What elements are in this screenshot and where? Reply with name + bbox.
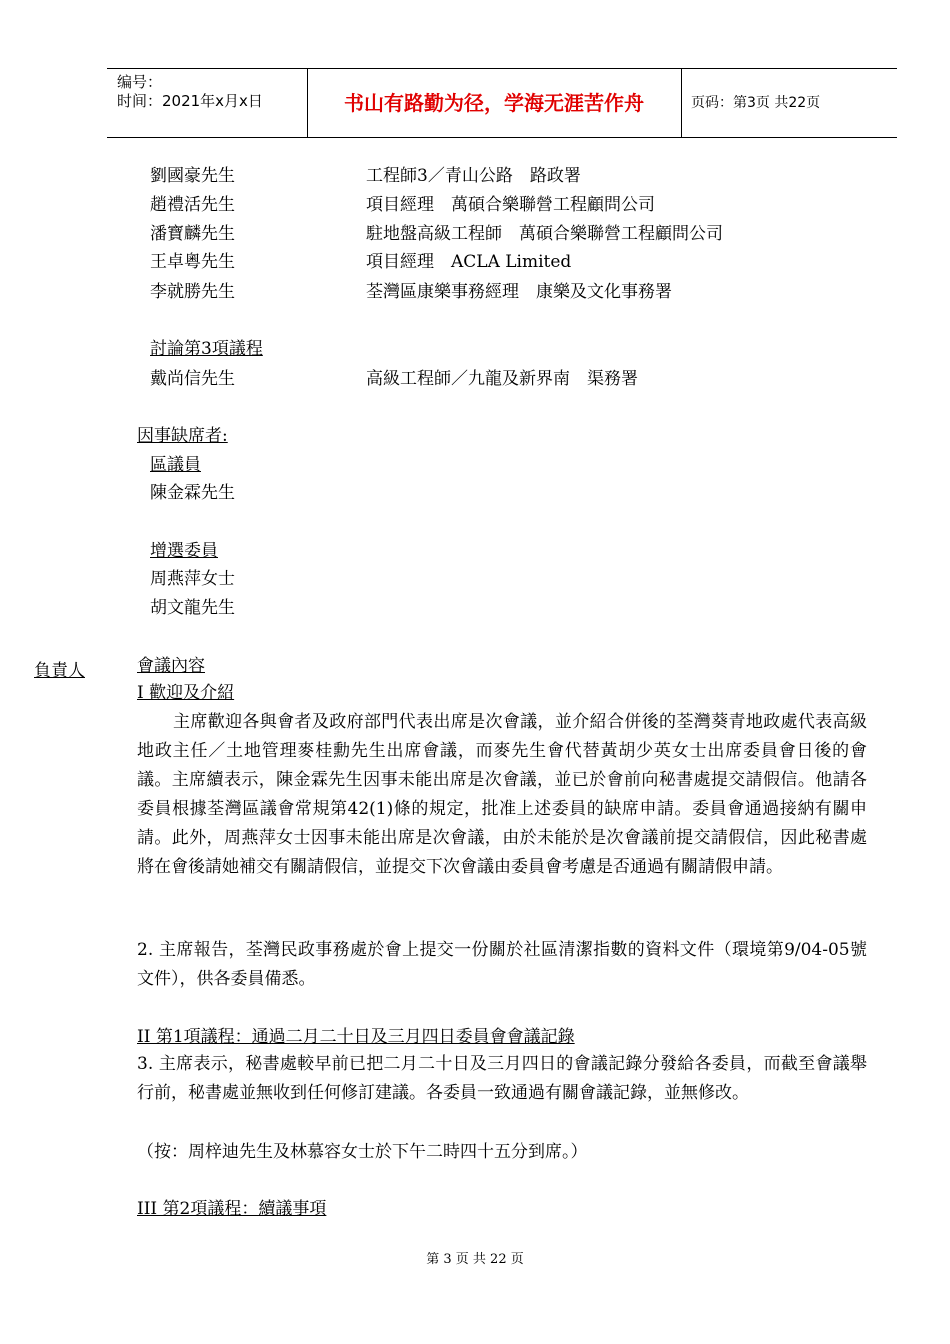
time-label: 时间：2021年x月x日 [117, 92, 263, 110]
absent-heading: 因事缺席者: [137, 426, 228, 446]
section3-heading: III 第2項議程：續議事項 [137, 1199, 327, 1219]
header-meta [107, 69, 308, 137]
note: （按：周梓迪先生及林慕容女士於下午二時四十五分到席。） [137, 1142, 588, 1162]
absent-member: 胡文龍先生 [150, 598, 235, 618]
absent-group2-heading: 增選委員 [150, 541, 218, 561]
attendee-title: 工程師3／青山公路 路政署 [366, 166, 581, 186]
page-header [107, 68, 897, 138]
agenda3-name: 戴尚信先生 [150, 369, 235, 389]
attendee-title: 項目經理 萬碩合樂聯營工程顧問公司 [366, 195, 655, 215]
paragraph-3: 3. 主席表示，秘書處較早前已把二月二十日及三月四日的會議記錄分發給各委員，而截至會議舉行前，秘書處並無收到任何修訂建議。各委員一致通過有關會議記錄，並無修改。 [137, 1054, 867, 1103]
attendee-title: 駐地盤高級工程師 萬碩合樂聯營工程顧問公司 [366, 224, 723, 244]
header-motto: 书山有路勤为径，学海无涯苦作舟 [307, 69, 682, 137]
attendee-title: 荃灣區康樂事務經理 康樂及文化事務署 [366, 282, 672, 302]
attendee-name: 潘寶麟先生 [150, 224, 235, 244]
attendee-name: 王卓粵先生 [150, 252, 235, 272]
attendee-name: 李就勝先生 [150, 282, 235, 302]
paragraph-2: 2. 主席報告，荃灣民政事務處於會上提交一份關於社區清潔指數的資料文件（環境第9/04-05號文件），供各委員備悉。 [137, 940, 867, 989]
agenda3-heading: 討論第3項議程 [150, 339, 263, 359]
absent-member: 陳金霖先生 [150, 483, 235, 503]
attendee-name: 劉國豪先生 [150, 166, 235, 186]
section1-heading: I 歡迎及介紹 [137, 683, 235, 703]
absent-group1-heading: 區議員 [150, 455, 201, 475]
content-heading: 會議內容 [137, 656, 205, 676]
header-page-info: 页码：第3页 共22页 [691, 95, 821, 111]
paragraph-1: 主席歡迎各與會者及政府部門代表出席是次會議，並介紹合併後的荃灣葵青地政處代表高級地政主任／土地管理麥桂勳先生出席會議，而麥先生會代替黃胡少英女士出席委員會日後的會議。主席續表示，陳金霖先生因事未能出席是次會議，並已於會前向秘書處提交請假信。他請各委員根據荃灣區議會常規第42(1)條的規定，批准上述委員的缺席申請。委員會通過接納有關申請。此外，周燕萍女士因事未能出席是次會議，由於未能於是次會議前提交請假信，因此秘書處將在會後請她補交有關請假信，並提交下次會議由委員會考慮是否通過有關請假申請。 [137, 712, 867, 877]
attendee-name: 趙禮活先生 [150, 195, 235, 215]
absent-member: 周燕萍女士 [150, 569, 235, 589]
number-label: 编号： [117, 73, 163, 91]
attendee-title: 項目經理 ACLA Limited [366, 252, 572, 272]
page-footer: 第 3 页 共 22 页 [426, 1252, 524, 1267]
section2-heading: II 第1項議程：通過二月二十日及三月四日委員會會議記錄 [137, 1027, 575, 1047]
responsible-label: 負責人 [34, 661, 85, 681]
agenda3-title: 高級工程師／九龍及新界南 渠務署 [366, 369, 638, 389]
